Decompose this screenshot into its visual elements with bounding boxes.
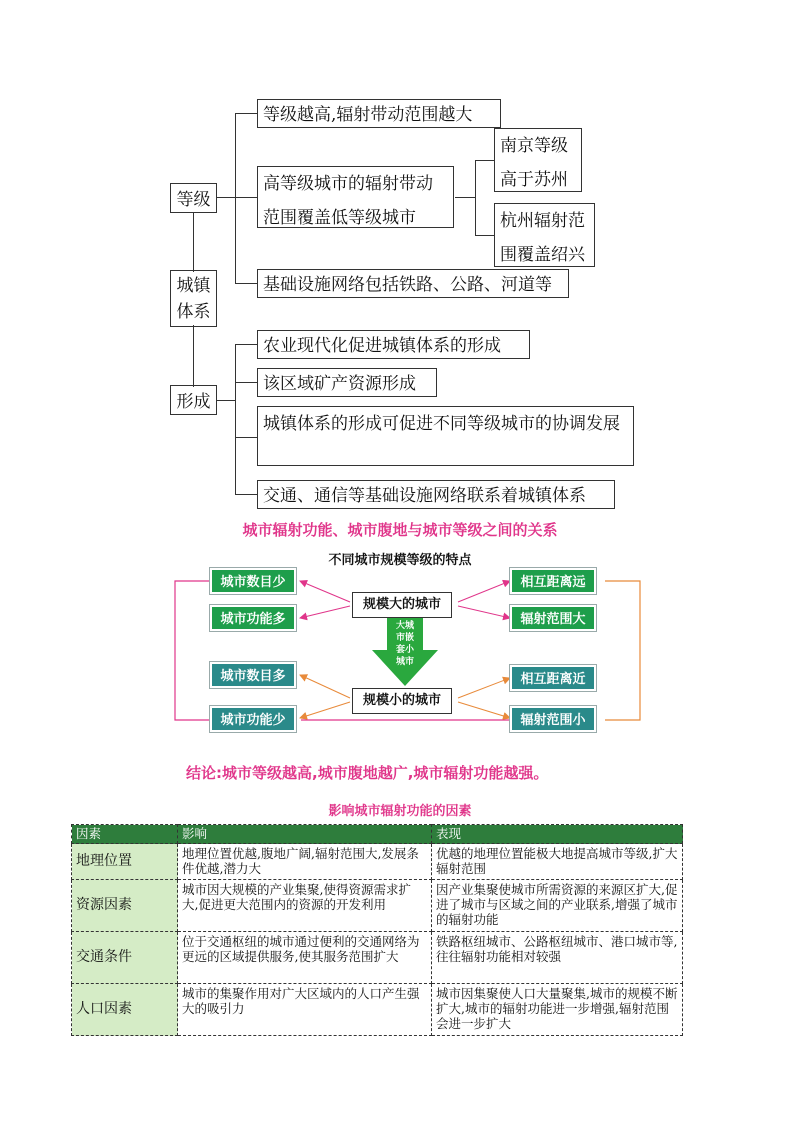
- factors-table: [71, 824, 683, 1036]
- arrow-text-line: 大城: [395, 621, 415, 631]
- formation-item: 交通、通信等基础设施网络联系着城镇体系: [257, 480, 615, 509]
- arrow-text-line: 市嵌: [395, 633, 415, 643]
- large-right-box: 辐射范围大: [510, 605, 596, 631]
- arrow-text-line: 城市: [395, 657, 415, 667]
- table-row: [72, 984, 683, 1036]
- impact-cell: 城市的集聚作用对广大区域内的人口产生强大的吸引力: [178, 984, 432, 1036]
- table-header-row: [72, 825, 683, 844]
- factor-cell: 交通条件: [72, 932, 178, 984]
- small-left-box: 城市功能少: [210, 706, 296, 732]
- formation-item: 农业现代化促进城镇体系的形成: [257, 330, 530, 359]
- manifestation-cell: 铁路枢纽城市、公路枢纽城市、港口城市等,往往辐射功能相对较强: [432, 932, 683, 984]
- grade-node: 等级: [170, 183, 217, 213]
- impact-cell: 地理位置优越,腹地广阔,辐射范围大,发展条件优越,潜力大: [178, 844, 432, 880]
- impact-cell: 城市因大规模的产业集聚,使得资源需求扩大,促进更大范围内的资源的开发利用: [178, 880, 432, 932]
- arrow: [300, 675, 350, 698]
- manifestation-cell: 城市因集聚使人口大量聚集,城市的规模不断扩大,城市的辐射功能进一步增强,辐射范围会进一步扩大: [432, 984, 683, 1036]
- example-box: 南京等级高于苏州: [494, 128, 582, 192]
- arrow: [458, 606, 510, 618]
- grade-item: 等级越高,辐射带动范围越大: [257, 99, 501, 128]
- factor-cell: 地理位置: [72, 844, 178, 880]
- arrow: [300, 606, 350, 618]
- formation-item: 城镇体系的形成可促进不同等级城市的协调发展: [257, 406, 634, 466]
- relation-subtitle: 不同城市规模等级的特点: [328, 553, 472, 568]
- arrow: [458, 678, 510, 698]
- factor-cell: 人口因素: [72, 984, 178, 1036]
- factors-title: 影响城市辐射功能的因素: [328, 804, 472, 819]
- arrow-text-line: 套小: [395, 645, 415, 655]
- root-node: 城镇 体系: [170, 270, 217, 327]
- formation-item: 该区域矿产资源形成: [257, 368, 437, 397]
- grade-item: 基础设施网络包括铁路、公路、河道等: [257, 269, 569, 298]
- formation-node: 形成: [170, 385, 217, 415]
- manifestation-cell: 因产业集聚使城市所需资源的来源区扩大,促进了城市与区域之间的产业联系,增强了城市的辐射功能: [432, 880, 683, 932]
- large-right-box: 相互距离远: [510, 568, 596, 594]
- arrow: [458, 581, 510, 602]
- header-manifestation: 表现: [432, 825, 683, 844]
- large-city-box: 规模大的城市: [352, 592, 452, 618]
- table-row: [72, 844, 683, 880]
- impact-cell: 位于交通枢纽的城市通过便利的交通网络为更远的区域提供服务,使其服务范围扩大: [178, 932, 432, 984]
- table-row: [72, 932, 683, 984]
- example-box: 杭州辐射范围覆盖绍兴: [494, 203, 595, 267]
- left-frame-line: [175, 581, 210, 720]
- table-row: [72, 880, 683, 932]
- small-city-box: 规模小的城市: [352, 688, 452, 714]
- conclusion-text: 结论:城市等级越高,城市腹地越广,城市辐射功能越强。: [186, 764, 549, 782]
- manifestation-cell: 优越的地理位置能极大地提高城市等级,扩大辐射范围: [432, 844, 683, 880]
- factor-cell: 资源因素: [72, 880, 178, 932]
- small-left-box: 城市数目多: [210, 662, 296, 688]
- small-right-box: 辐射范围小: [510, 706, 596, 732]
- large-left-box: 城市功能多: [210, 605, 296, 631]
- arrow: [300, 581, 350, 602]
- relation-title: 城市辐射功能、城市腹地与城市等级之间的关系: [242, 521, 558, 539]
- grade-item: 高等级城市的辐射带动范围覆盖低等级城市: [257, 166, 454, 228]
- header-factor: 因素: [72, 825, 178, 844]
- arrow: [300, 702, 350, 718]
- small-right-box: 相互距离近: [510, 665, 596, 691]
- large-left-box: 城市数目少: [210, 568, 296, 594]
- arrow: [458, 702, 510, 718]
- header-impact: 影响: [178, 825, 432, 844]
- right-frame-line: [605, 581, 640, 720]
